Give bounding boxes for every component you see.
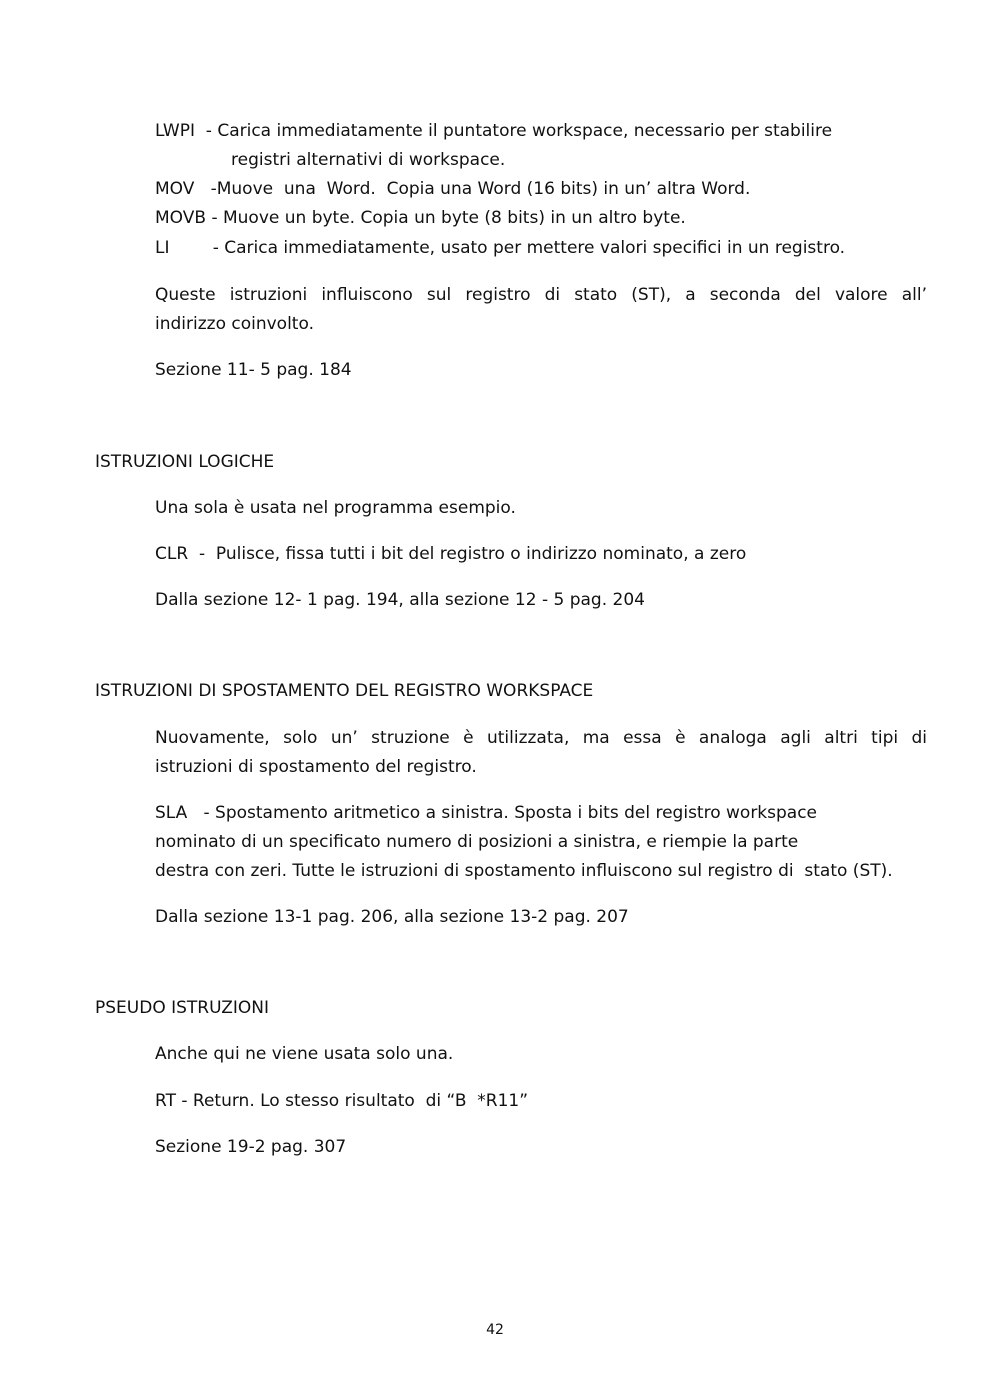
load-reference: Sezione 11- 5 pag. 184 bbox=[155, 360, 352, 380]
sla-line-3: destra con zeri. Tutte le istruzioni di spostamento influiscono sul registro di stato (ST). bbox=[155, 861, 893, 881]
page-number: 42 bbox=[486, 1322, 504, 1338]
lwpi-line-continuation: registri alternativi di workspace. bbox=[231, 150, 506, 170]
load-note-line-1: Queste istruzioni influiscono sul registro di stato (ST), a seconda del valore all’ bbox=[155, 285, 927, 305]
logic-intro: Una sola è usata nel programma esempio. bbox=[155, 498, 516, 518]
pseudo-reference: Sezione 19-2 pag. 307 bbox=[155, 1137, 347, 1157]
clr-line: CLR - Pulisce, fissa tutti i bit del registro o indirizzo nominato, a zero bbox=[155, 544, 747, 564]
sla-line-1: SLA - Spostamento aritmetico a sinistra. Sposta i bits del registro workspace bbox=[155, 803, 818, 823]
load-note-line-2: indirizzo coinvolto. bbox=[155, 314, 314, 334]
logic-heading: ISTRUZIONI LOGICHE bbox=[95, 452, 275, 472]
li-line: LI - Carica immediatamente, usato per mettere valori specifici in un registro. bbox=[155, 238, 846, 258]
pseudo-intro: Anche qui ne viene usata solo una. bbox=[155, 1044, 454, 1064]
mov-line: MOV -Muove una Word. Copia una Word (16 bits) in un’ altra Word. bbox=[155, 179, 751, 199]
shift-intro-line-1: Nuovamente, solo un’ struzione è utilizzata, ma essa è analoga agli altri tipi di bbox=[155, 728, 927, 748]
sla-line-2: nominato di un specificato numero di posizioni a sinistra, e riempie la parte bbox=[155, 832, 799, 852]
rt-line: RT - Return. Lo stesso risultato di “B *R11” bbox=[155, 1091, 529, 1111]
shift-reference: Dalla sezione 13-1 pag. 206, alla sezione 13-2 pag. 207 bbox=[155, 907, 629, 927]
shift-heading: ISTRUZIONI DI SPOSTAMENTO DEL REGISTRO WORKSPACE bbox=[95, 681, 594, 701]
shift-intro-line-2: istruzioni di spostamento del registro. bbox=[155, 757, 477, 777]
lwpi-line: LWPI - Carica immediatamente il puntatore workspace, necessario per stabilire bbox=[155, 121, 833, 141]
pseudo-heading: PSEUDO ISTRUZIONI bbox=[95, 998, 270, 1018]
movb-line: MOVB - Muove un byte. Copia un byte (8 bits) in un altro byte. bbox=[155, 208, 686, 228]
logic-reference: Dalla sezione 12- 1 pag. 194, alla sezione 12 - 5 pag. 204 bbox=[155, 590, 645, 610]
